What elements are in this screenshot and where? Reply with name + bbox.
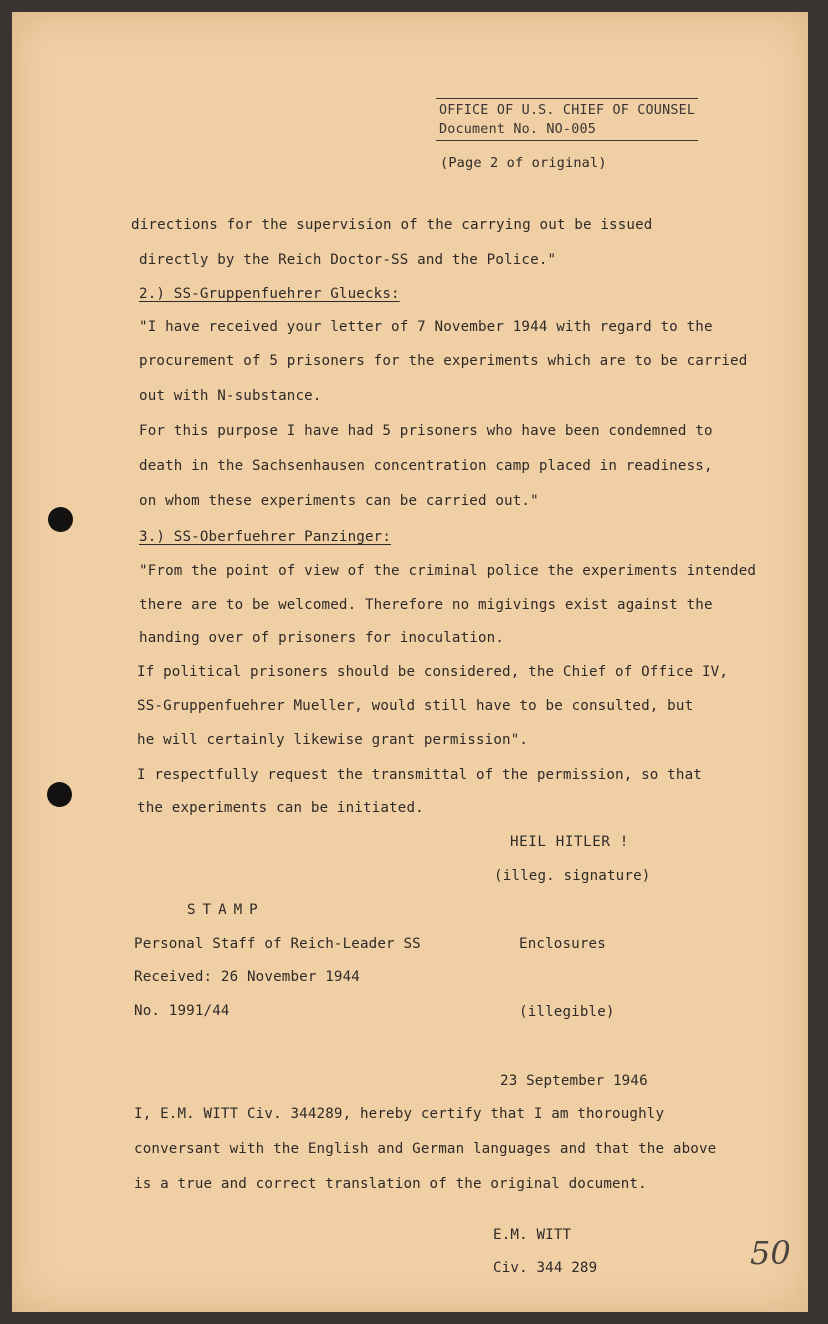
section3-line-5: SS-Gruppenfuehrer Mueller, would still have to be consulted, but [137,698,694,714]
section2-heading: 2.) SS-Gruppenfuehrer Gluecks: [139,286,400,302]
section3-heading: 3.) SS-Oberfuehrer Panzinger: [139,529,392,545]
section3-line-7: I respectfully request the transmittal of the permission, so that [137,767,702,783]
document-page [12,12,808,1312]
section2-line-3: out with N-substance. [139,388,322,404]
stamp-line-2: Received: 26 November 1944 [134,969,360,985]
signer-name: E.M. WITT [493,1227,572,1243]
section2-line-4: For this purpose I have had 5 prisoners who have been condemned to [139,423,713,439]
stamp-line-1: Personal Staff of Reich-Leader SS [134,936,421,952]
stamp-title: STAMP [187,902,265,918]
section3-line-3: handing over of prisoners for inoculation. [139,630,505,646]
page-note: (Page 2 of original) [440,155,607,171]
body-line-2: directly by the Reich Doctor-SS and the Police." [139,252,557,268]
header-bottom-rule [436,140,698,141]
section3-line-8: the experiments can be initiated. [137,800,424,816]
header-document-number: Document No. NO-005 [439,122,596,137]
certification-line-1: I, E.M. WITT Civ. 344289, hereby certify that I am thoroughly [134,1106,665,1122]
section3-line-6: he will certainly likewise grant permission". [137,732,529,748]
section2-line-6: on whom these experiments can be carried out." [139,493,539,509]
section3-line-2: there are to be welcomed. Therefore no migivings exist against the [139,597,713,613]
closing-salutation: HEIL HITLER ! [510,834,629,850]
enclosures-label: Enclosures [519,936,606,952]
certification-line-3: is a true and correct translation of the original document. [134,1176,647,1192]
header-top-rule [436,98,698,99]
section2-line-5: death in the Sachsenhausen concentration camp placed in readiness, [139,458,713,474]
body-line-1: directions for the supervision of the carrying out be issued [131,217,653,233]
header-office: OFFICE OF U.S. CHIEF OF COUNSEL [439,103,696,118]
punch-hole-bottom [47,782,72,807]
section2-line-2: procurement of 5 prisoners for the experiments which are to be carried [139,353,748,369]
enclosures-value: (illegible) [519,1004,615,1020]
section2-line-1: "I have received your letter of 7 November 1944 with regard to the [139,319,713,335]
certification-date: 23 September 1946 [500,1073,648,1089]
handwritten-page-number: 50 [750,1234,791,1272]
signature-note: (illeg. signature) [494,868,651,884]
punch-hole-top [48,507,73,532]
certification-line-2: conversant with the English and German languages and that the above [134,1141,717,1157]
section3-line-4: If political prisoners should be considered, the Chief of Office IV, [137,664,729,680]
signer-id: Civ. 344 289 [493,1260,598,1276]
section3-line-1: "From the point of view of the criminal police the experiments intended [139,563,757,579]
stamp-line-3: No. 1991/44 [134,1003,230,1019]
